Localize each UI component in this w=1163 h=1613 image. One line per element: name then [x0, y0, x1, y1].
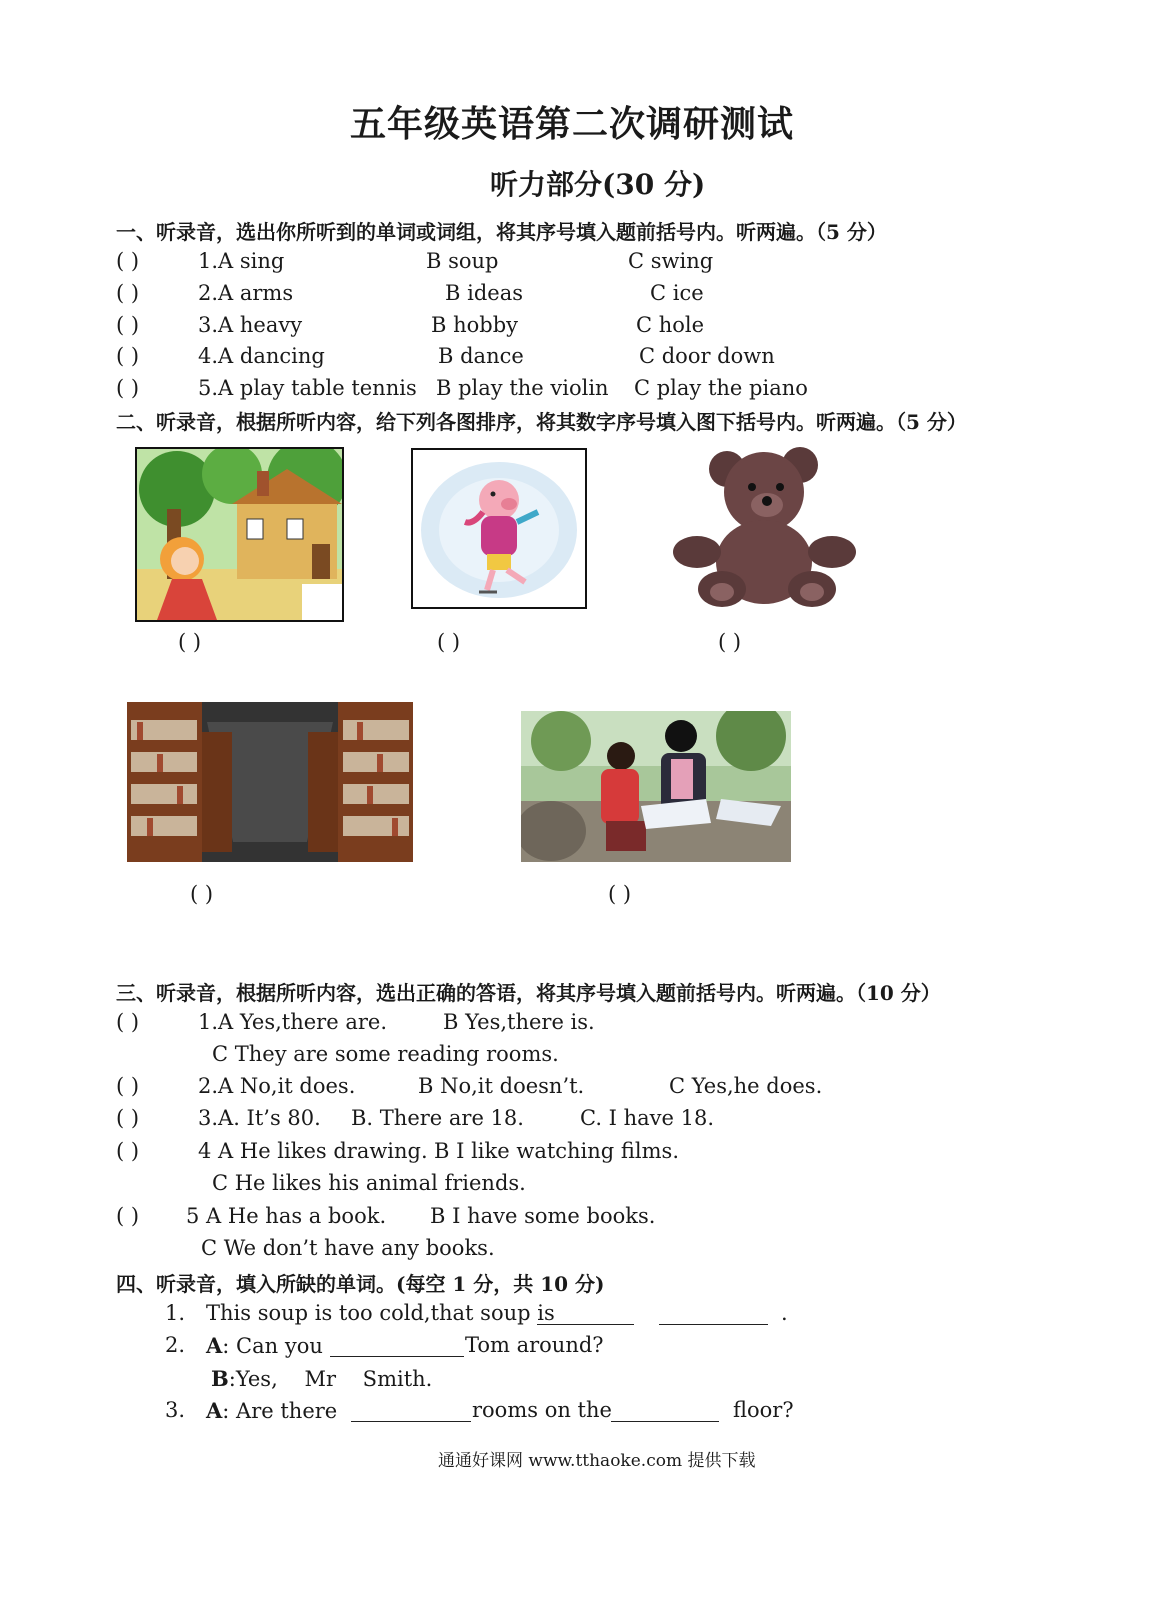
section-4-heading: 四、听录音，填入所缺的单词。(每空 1 分，共 10 分): [116, 1272, 605, 1296]
option-a: 3.A. It’s 80.: [198, 1106, 321, 1130]
answer-paren[interactable]: ( ): [116, 1010, 140, 1034]
option-c: C He likes his animal friends.: [212, 1171, 526, 1195]
page-subtitle: 听力部分(30 分): [490, 168, 706, 201]
answer-paren[interactable]: ( ): [116, 313, 140, 337]
option-b: B I like watching films.: [434, 1139, 680, 1163]
option-c: C play the piano: [634, 376, 808, 400]
question-end: .: [781, 1301, 788, 1325]
option-b: B play the violin: [436, 376, 609, 400]
picture-5-answer-paren[interactable]: ( ): [608, 882, 632, 906]
option-b: B I have some books.: [430, 1204, 656, 1228]
picture-2-answer-paren[interactable]: ( ): [437, 630, 461, 654]
blank-field[interactable]: [537, 1304, 634, 1325]
option-b: B soup: [426, 249, 499, 273]
option-a: 5.A play table tennis: [198, 376, 417, 400]
answer-paren[interactable]: ( ): [116, 1139, 140, 1163]
option-a: 4.A dancing: [198, 344, 325, 368]
speaker-a-text: : Are there: [222, 1399, 338, 1423]
option-b: B dance: [438, 344, 524, 368]
skating-pig-cartoon-icon: [411, 448, 587, 609]
option-a: 2.A No,it does.: [198, 1074, 356, 1098]
section-2-heading: 二、听录音，根据所听内容，给下列各图排序，将其数字序号填入图下括号内。听两遍。（5 分）: [116, 410, 967, 434]
speaker-b: [211, 1366, 432, 1391]
picture-1-answer-paren[interactable]: ( ): [178, 630, 202, 654]
answer-paren[interactable]: ( ): [116, 1074, 140, 1098]
question-number: 3.: [165, 1398, 186, 1422]
option-c: C swing: [628, 249, 714, 273]
option-c: C Yes,he does.: [669, 1074, 823, 1098]
option-a: 3.A heavy: [198, 313, 303, 337]
speaker-a-label: A: [206, 1333, 223, 1358]
question-end: floor?: [733, 1398, 794, 1422]
option-c: C hole: [636, 313, 705, 337]
option-c: C ice: [650, 281, 704, 305]
option-c: C We don’t have any books.: [201, 1236, 495, 1260]
answer-paren[interactable]: ( ): [116, 1106, 140, 1130]
option-a: 5 A He has a book.: [186, 1204, 387, 1228]
option-c: C They are some reading rooms.: [212, 1042, 559, 1066]
blank-field[interactable]: [659, 1304, 768, 1325]
answer-paren[interactable]: ( ): [116, 249, 140, 273]
answer-paren[interactable]: ( ): [116, 344, 140, 368]
speaker-a: [206, 1398, 337, 1423]
speaker-b-text: :Yes, Mr Smith.: [228, 1367, 433, 1391]
speaker-a-text: : Can you: [222, 1334, 323, 1358]
option-b: B hobby: [431, 313, 519, 337]
section-3-heading: 三、听录音，根据所听内容，选出正确的答语，将其序号填入题前括号内。听两遍。（10 分）: [116, 981, 941, 1005]
speaker-a-label: A: [206, 1398, 223, 1423]
library-bookshelves-photo-icon: [127, 702, 413, 862]
option-a: 4 A He likes drawing.: [198, 1139, 428, 1163]
house-girl-cartoon-icon: [135, 447, 344, 622]
option-b: B. There are 18.: [351, 1106, 524, 1130]
speaker-a: [206, 1333, 323, 1358]
option-b: B Yes,there is.: [443, 1010, 595, 1034]
answer-paren[interactable]: ( ): [116, 1204, 140, 1228]
option-c: C door down: [639, 344, 775, 368]
question-text: This soup is too cold,that soup is: [206, 1301, 555, 1325]
option-a: 1.A sing: [198, 249, 285, 273]
footer-credit: 通通好课网 www.tthaoke.com 提供下载: [438, 1451, 756, 1471]
speaker-b-label: B: [211, 1366, 229, 1391]
children-reading-map-photo-icon: [521, 711, 791, 862]
blank-field[interactable]: [611, 1401, 719, 1422]
option-b: B ideas: [445, 281, 523, 305]
picture-4-answer-paren[interactable]: ( ): [190, 882, 214, 906]
question-mid: rooms on the: [472, 1398, 612, 1422]
question-end: Tom around?: [465, 1333, 604, 1357]
blank-field[interactable]: [351, 1401, 471, 1422]
answer-paren[interactable]: ( ): [116, 376, 140, 400]
option-b: B No,it doesn’t.: [418, 1074, 585, 1098]
option-c: C. I have 18.: [580, 1106, 715, 1130]
question-number: 2.: [165, 1333, 186, 1357]
teddy-bear-icon: [672, 447, 858, 609]
answer-paren[interactable]: ( ): [116, 281, 140, 305]
picture-3-answer-paren[interactable]: ( ): [718, 630, 742, 654]
option-a: 1.A Yes,there are.: [198, 1010, 387, 1034]
option-a: 2.A arms: [198, 281, 294, 305]
section-1-heading: 一、听录音，选出你所听到的单词或词组，将其序号填入题前括号内。听两遍。（5 分）: [116, 220, 887, 244]
page-title: 五年级英语第二次调研测试: [350, 103, 795, 145]
blank-field[interactable]: [330, 1336, 464, 1357]
question-number: 1.: [165, 1301, 186, 1325]
